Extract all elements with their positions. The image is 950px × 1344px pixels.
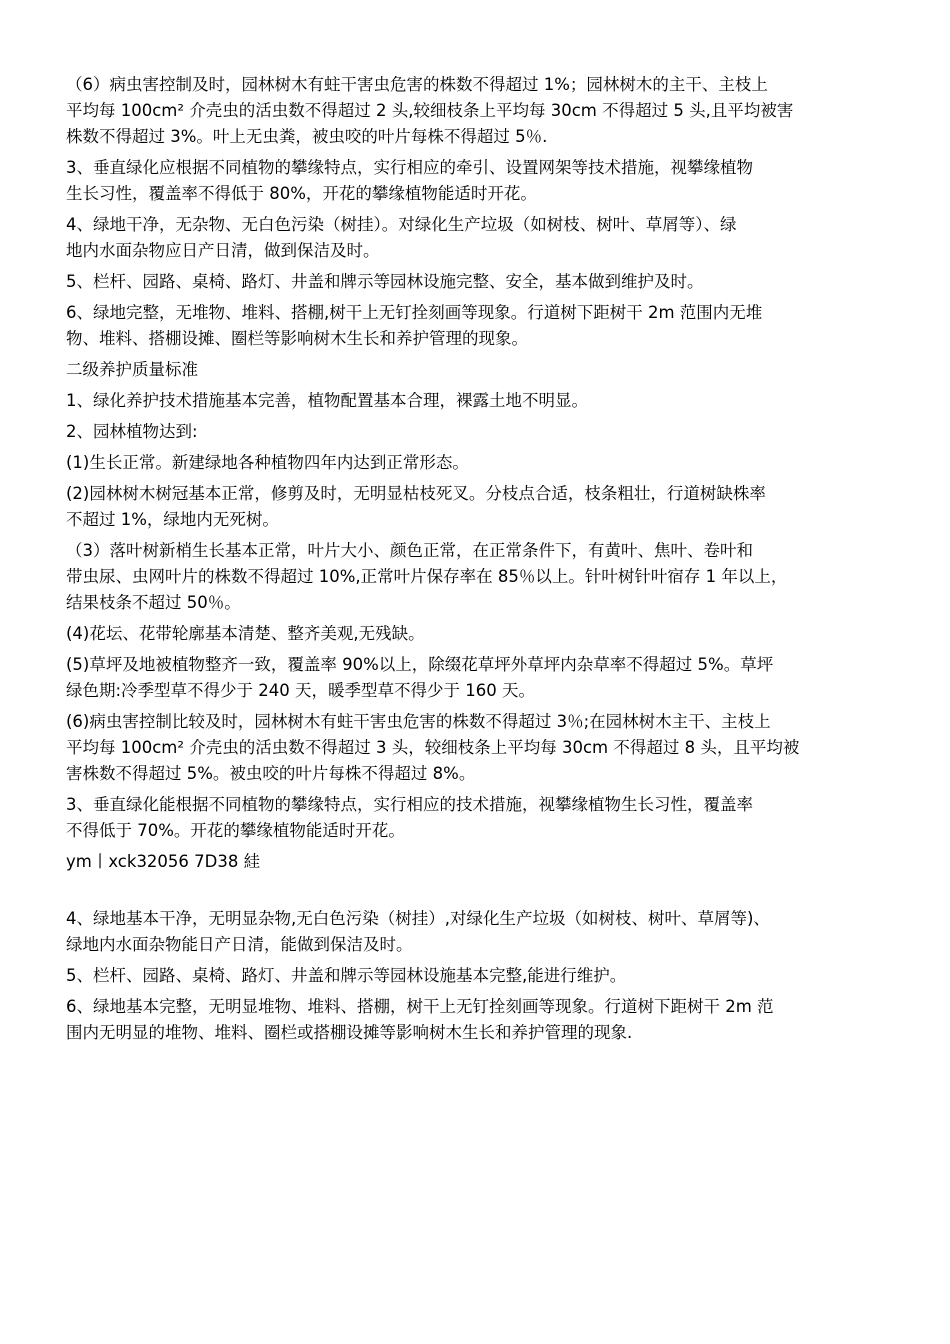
- paragraph-cleanliness: [66, 212, 888, 264]
- paragraph-l2-technique: [66, 388, 888, 414]
- text-line: 株数不得超过 3%。叶上无虫粪，被虫咬的叶片每株不得超过 5％.: [66, 127, 548, 146]
- text-line: 6、绿地完整，无堆物、堆料、搭棚,树干上无钉拴刻画等现象。行道树下距树干 2m 范围内无堆: [66, 303, 763, 322]
- paragraph-l2-lawn: [66, 652, 888, 704]
- text-line: 物、堆料、搭棚设摊、圈栏等影响树木生长和养护管理的现象。: [66, 329, 528, 348]
- text-line: 1、绿化养护技术措施基本完善，植物配置基本合理，裸露土地不明显。: [66, 391, 588, 410]
- text-line: (4)花坛、花带轮廓基本清楚、整齐美观,无残缺。: [66, 624, 425, 643]
- blank-gap: [66, 880, 888, 906]
- paragraph-l2-deciduous: [66, 538, 888, 616]
- text-line: 结果枝条不超过 50％。: [66, 593, 241, 612]
- text-line: 5、栏杆、园路、桌椅、路灯、井盖和牌示等园林设施基本完整,能进行维护。: [66, 966, 627, 985]
- text-line: 害株数不得超过 5%。被虫咬的叶片每株不得超过 8%。: [66, 764, 476, 783]
- text-line: 5、栏杆、园路、桌椅、路灯、井盖和牌示等园林设施完整、安全，基本做到维护及时。: [66, 272, 704, 291]
- text-line: 3、垂直绿化能根据不同植物的攀缘特点，实行相应的技术措施，视攀缘植物生长习性，覆盖率: [66, 795, 753, 814]
- paragraph-l2-crown: [66, 481, 888, 533]
- text-line: 4、绿地干净，无杂物、无白色污染（树挂）。对绿化生产垃圾（如树枝、树叶、草屑等）、绿: [66, 215, 737, 234]
- paragraph-l2-pest: [66, 709, 888, 787]
- text-line: 4、绿地基本干净，无明显杂物,无白色污染（树挂）,对绿化生产垃圾（如树枝、树叶、草屑等)、: [66, 909, 770, 928]
- text-line: (1)生长正常。新建绿地各种植物四年内达到正常形态。: [66, 453, 469, 472]
- text-line: 平均每 100cm² 介壳虫的活虫数不得超过 2 头,较细枝条上平均每 30cm 不得超过 5 头,且平均被害: [66, 101, 794, 120]
- text-line: 地内水面杂物应日产日清，做到保洁及时。: [66, 241, 380, 260]
- text-line: 6、绿地基本完整，无明显堆物、堆料、搭棚，树干上无钉拴刻画等现象。行道树下距树干 2m 范: [66, 997, 774, 1016]
- heading-text: 二级养护质量标准: [66, 360, 198, 379]
- text-line: 生长习性，覆盖率不得低于 80%，开花的攀缘植物能适时开花。: [66, 184, 537, 203]
- paragraph-l2-facilities: [66, 963, 888, 989]
- paragraph-completeness: [66, 300, 888, 352]
- code-text: ym丨xck32056 7D38 絓: [66, 852, 261, 871]
- text-line: 3、垂直绿化应根据不同植物的攀缘特点，实行相应的牵引、设置网架等技术措施，视攀缘植物: [66, 158, 753, 177]
- paragraph-l2-flowerbed: [66, 621, 888, 647]
- text-line: 绿地内水面杂物能日产日清，能做到保洁及时。: [66, 935, 413, 954]
- text-line: 2、园林植物达到:: [66, 422, 198, 441]
- text-line: 绿色期:冷季型草不得少于 240 天，暖季型草不得少于 160 天。: [66, 681, 536, 700]
- paragraph-l2-plants: [66, 419, 888, 445]
- text-line: 围内无明显的堆物、堆料、圈栏或搭棚设摊等影响树木生长和养护管理的现象.: [66, 1023, 633, 1042]
- text-line: 带虫尿、虫网叶片的株数不得超过 10%,正常叶片保存率在 85％以上。针叶树针叶宿存 1 年以上，: [66, 567, 788, 586]
- paragraph-facilities: [66, 269, 888, 295]
- text-line: (5)草坪及地被植物整齐一致，覆盖率 90%以上，除缀花草坪外草坪内杂草率不得超过 5%。草坪: [66, 655, 774, 674]
- paragraph-l2-vertical: [66, 792, 888, 844]
- text-line: （6）病虫害控制及时，园林树木有蛀干害虫危害的株数不得超过 1%；园林树木的主干、主枝上: [66, 75, 768, 94]
- document-page: [66, 72, 888, 1051]
- text-line: (2)园林树木树冠基本正常，修剪及时，无明显枯枝死叉。分枝点合适，枝条粗壮，行道树缺株率: [66, 484, 766, 503]
- paragraph-l2-cleanliness: [66, 906, 888, 958]
- paragraph-l2-completeness: [66, 994, 888, 1046]
- text-line: （3）落叶树新梢生长基本正常，叶片大小、颜色正常，在正常条件下，有黄叶、焦叶、卷叶和: [66, 541, 753, 560]
- text-line: 平均每 100cm² 介壳虫的活虫数不得超过 3 头，较细枝条上平均每 30cm 不得超过 8 头，且平均被: [66, 738, 800, 757]
- text-line: 不超过 1%，绿地内无死树。: [66, 510, 279, 529]
- paragraph-pest-control: [66, 72, 888, 150]
- paragraph-code: [66, 849, 888, 875]
- section-heading-level2: [66, 357, 888, 383]
- text-line: (6)病虫害控制比较及时，园林树木有蛀干害虫危害的株数不得超过 3％;在园林树木主干、主枝上: [66, 712, 771, 731]
- text-line: 不得低于 70%。开花的攀缘植物能适时开花。: [66, 821, 405, 840]
- paragraph-vertical-greening: [66, 155, 888, 207]
- paragraph-l2-growth: [66, 450, 888, 476]
